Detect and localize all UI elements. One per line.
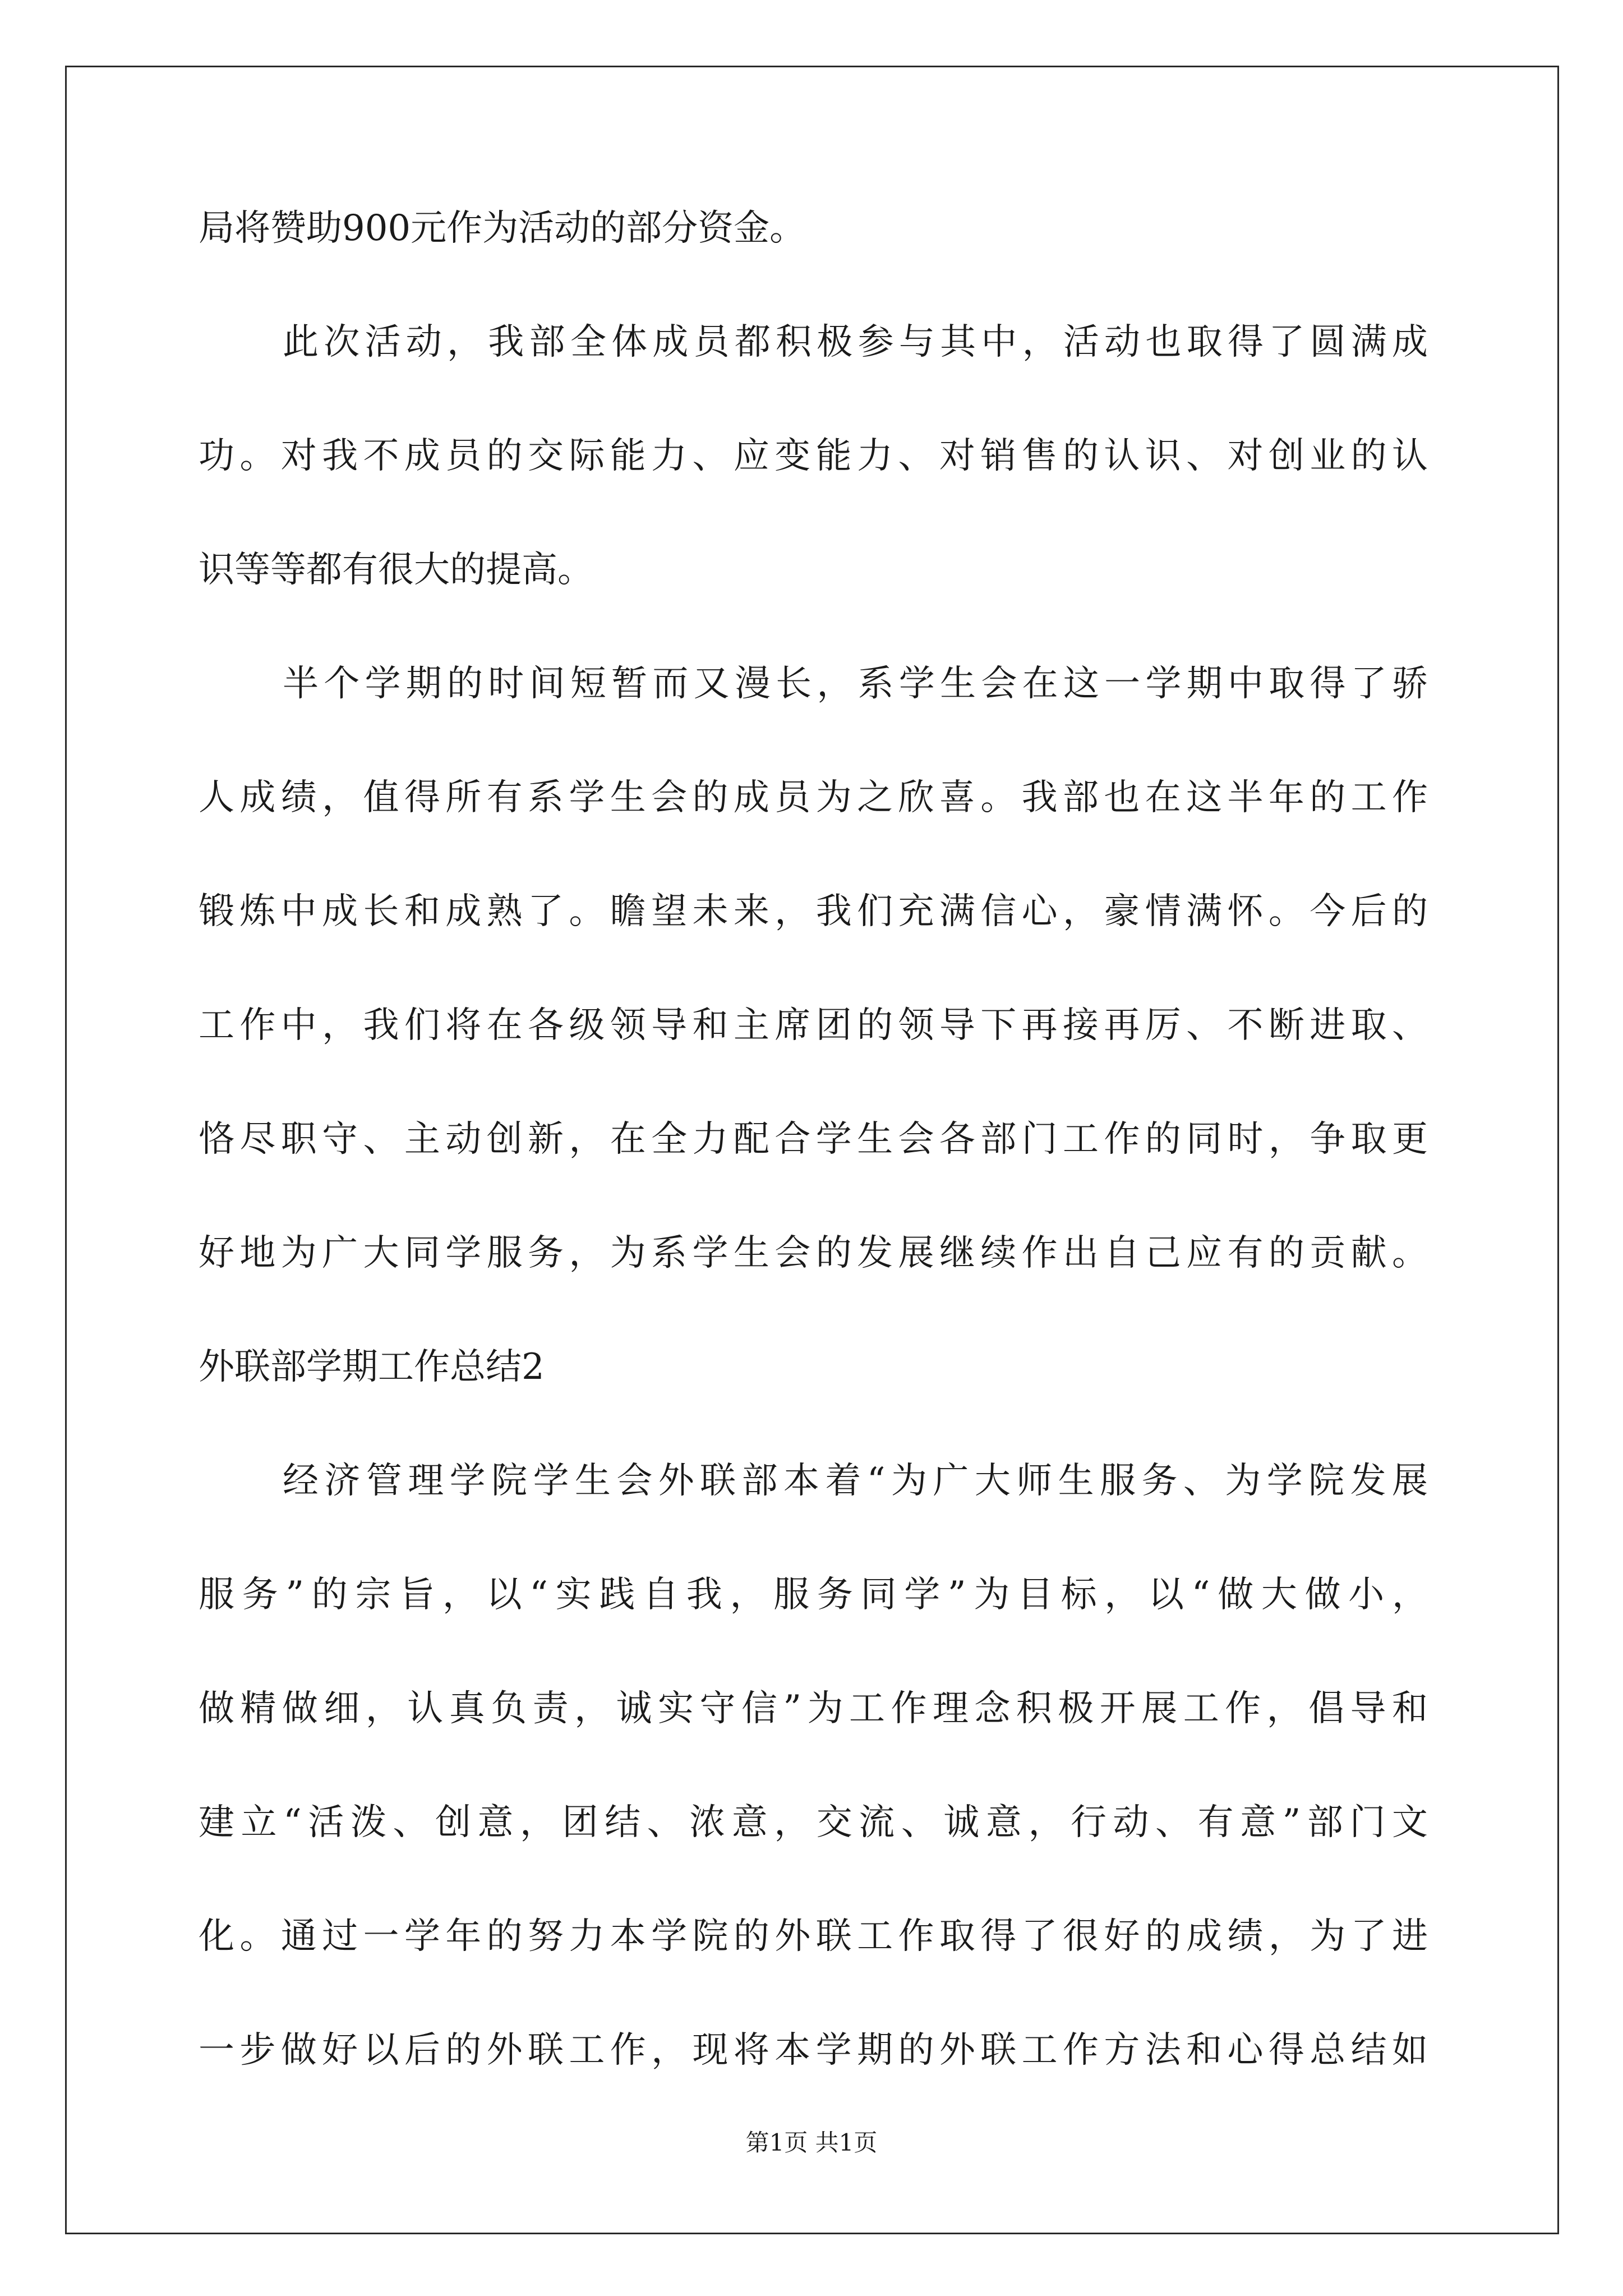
text-line: 工作中，我们将在各级领导和主席团的领导下再接再厉、不断进取、 — [199, 1005, 1428, 1046]
text-line: 服务”的宗旨，以“实践自我，服务同学”为目标，以“做大做小， — [199, 1574, 1428, 1616]
text-line: 局将赞助900元作为活动的部分资金。 — [199, 208, 806, 249]
text-line: 人成绩，值得所有系学生会的成员为之欣喜。我部也在这半年的工作 — [199, 777, 1428, 818]
text-line: 做精做细，认真负责，诚实守信”为工作理念积极开展工作，倡导和 — [199, 1688, 1428, 1729]
text-line: 功。对我不成员的交际能力、应变能力、对销售的认识、对创业的认 — [199, 435, 1428, 477]
text-line: 好地为广大同学服务，为系学生会的发展继续作出自己应有的贡献。 — [199, 1232, 1428, 1274]
text-line: 识等等都有很大的提高。 — [199, 549, 593, 591]
text-line: 化。通过一学年的努力本学院的外联工作取得了很好的成绩，为了进 — [199, 1916, 1428, 1957]
text-line: 建立“活泼、创意，团结、浓意，交流、诚意，行动、有意”部门文 — [199, 1802, 1428, 1843]
paragraph-start-line: 半个学期的时间短暂而又漫长，系学生会在这一学期中取得了骄 — [283, 663, 1428, 705]
section-heading: 外联部学期工作总结2 — [199, 1346, 545, 1388]
paragraph-start-line: 经济管理学院学生会外联部本着“为广大师生服务、为学院发展 — [283, 1460, 1428, 1502]
page-footer: 第1页 共1页 — [745, 2129, 878, 2156]
text-line: 恪尽职守、主动创新，在全力配合学生会各部门工作的同时，争取更 — [199, 1119, 1428, 1160]
text-line: 一步做好以后的外联工作，现将本学期的外联工作方法和心得总结如 — [199, 2030, 1428, 2071]
text-line: 锻炼中成长和成熟了。瞻望未来，我们充满信心，豪情满怀。今后的 — [199, 891, 1428, 932]
paragraph-start-line: 此次活动，我部全体成员都积极参与其中，活动也取得了圆满成 — [283, 321, 1428, 363]
